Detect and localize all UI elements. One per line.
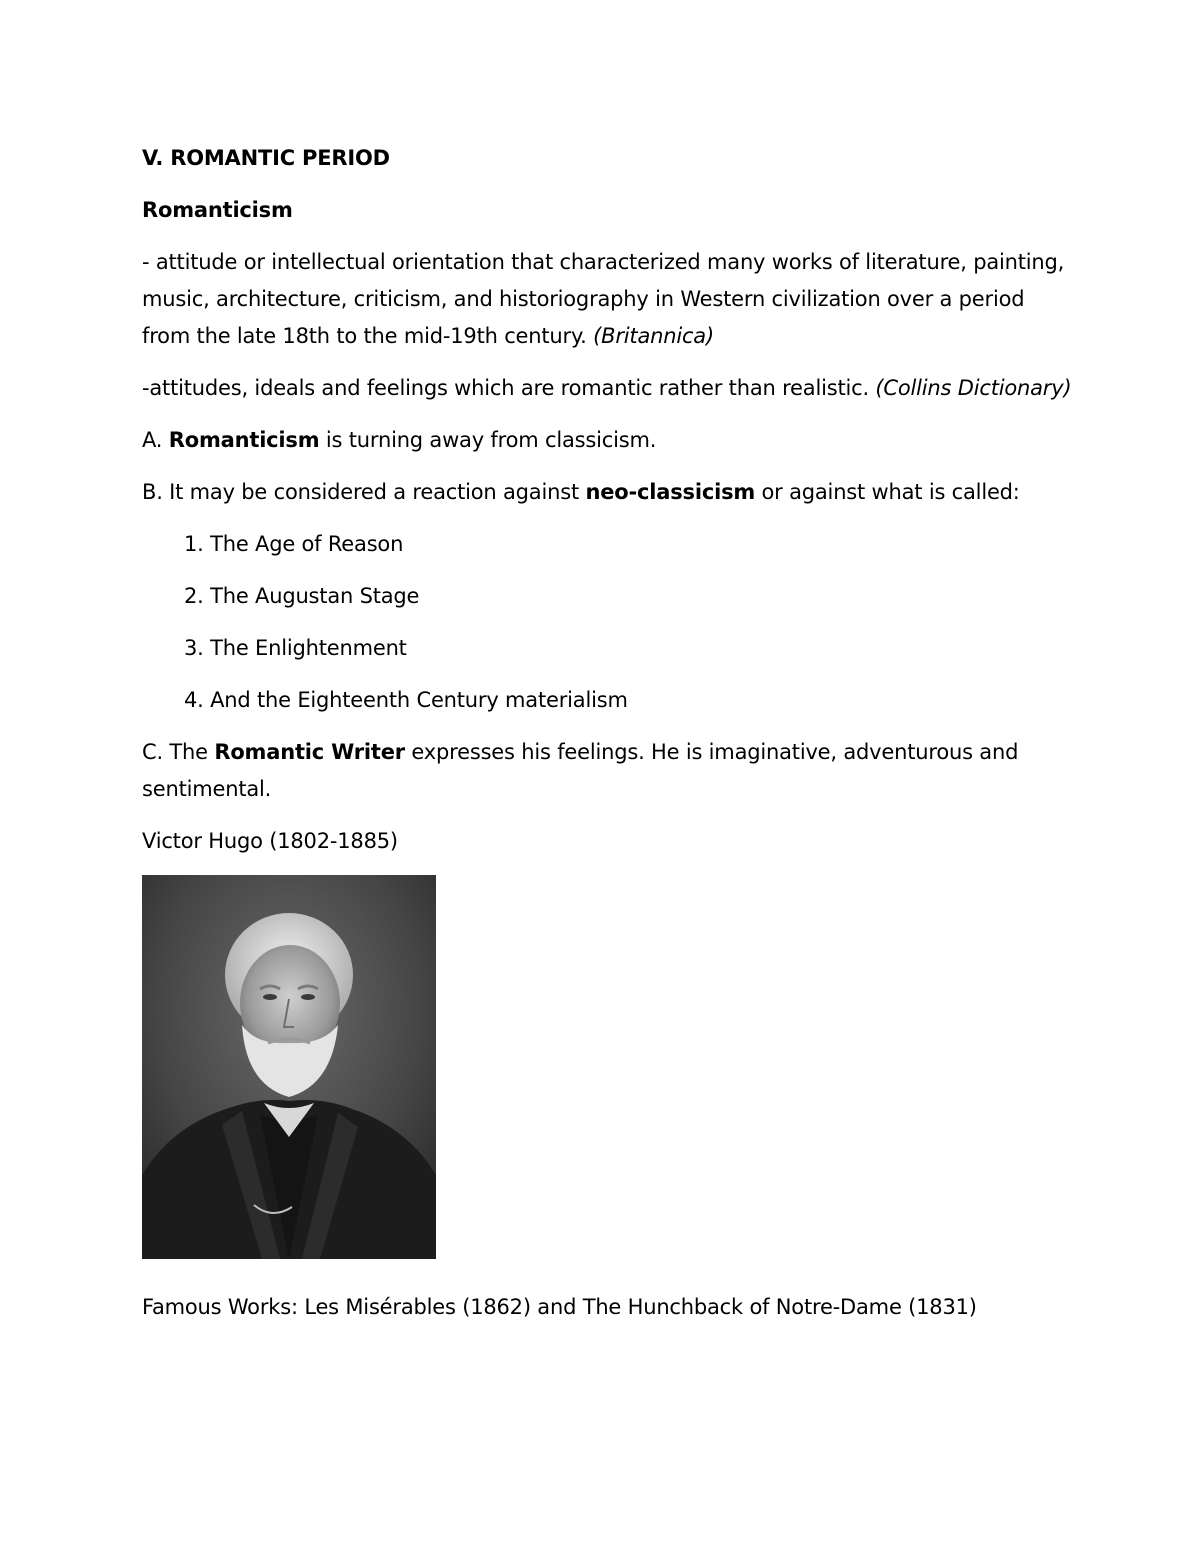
list-item: 3. The Enlightenment <box>184 636 407 660</box>
point-c-bold: Romantic Writer <box>214 740 405 764</box>
point-a-suffix: is turning away from classicism. <box>319 428 657 452</box>
point-b <box>142 474 1072 511</box>
term-heading: Romanticism <box>142 198 293 222</box>
point-c <box>142 734 1072 808</box>
point-b-suffix: or against what is called: <box>755 480 1020 504</box>
citation-collins: (Collins Dictionary) <box>875 376 1072 400</box>
definition-text: - attitude or intellectual orientation that characterized many works of literature, painting, music, architecture, criticism, and historiography in Western civilization over a period from the late 18th to the mid-19th century. <box>142 250 1065 348</box>
famous-works: Famous Works: Les Misérables (1862) and The Hunchback of Notre-Dame (1831) <box>142 1295 977 1319</box>
list-item: 1. The Age of Reason <box>184 532 404 556</box>
point-b-bold: neo-classicism <box>585 480 756 504</box>
point-b-prefix: B. It may be considered a reaction against <box>142 480 586 504</box>
definition-text: -attitudes, ideals and feelings which are romantic rather than realistic. <box>142 376 876 400</box>
list-item: 2. The Augustan Stage <box>184 584 420 608</box>
point-c-prefix: C. The <box>142 740 215 764</box>
point-c-suffix: expresses his feelings. He is imaginative, adventurous and sentimental. <box>142 740 1019 801</box>
portrait-image <box>142 875 436 1259</box>
point-a-prefix: A. <box>142 428 169 452</box>
point-a <box>142 422 1072 459</box>
document-content <box>142 140 1072 1341</box>
citation-britannica: (Britannica) <box>593 324 714 348</box>
section-heading: V. ROMANTIC PERIOD <box>142 146 390 170</box>
definition-collins <box>142 370 1072 407</box>
definition-britannica <box>142 244 1072 355</box>
list-item: 4. And the Eighteenth Century materialism <box>184 688 628 712</box>
point-a-bold: Romanticism <box>168 428 320 452</box>
author-caption: Victor Hugo (1802-1885) <box>142 829 398 853</box>
